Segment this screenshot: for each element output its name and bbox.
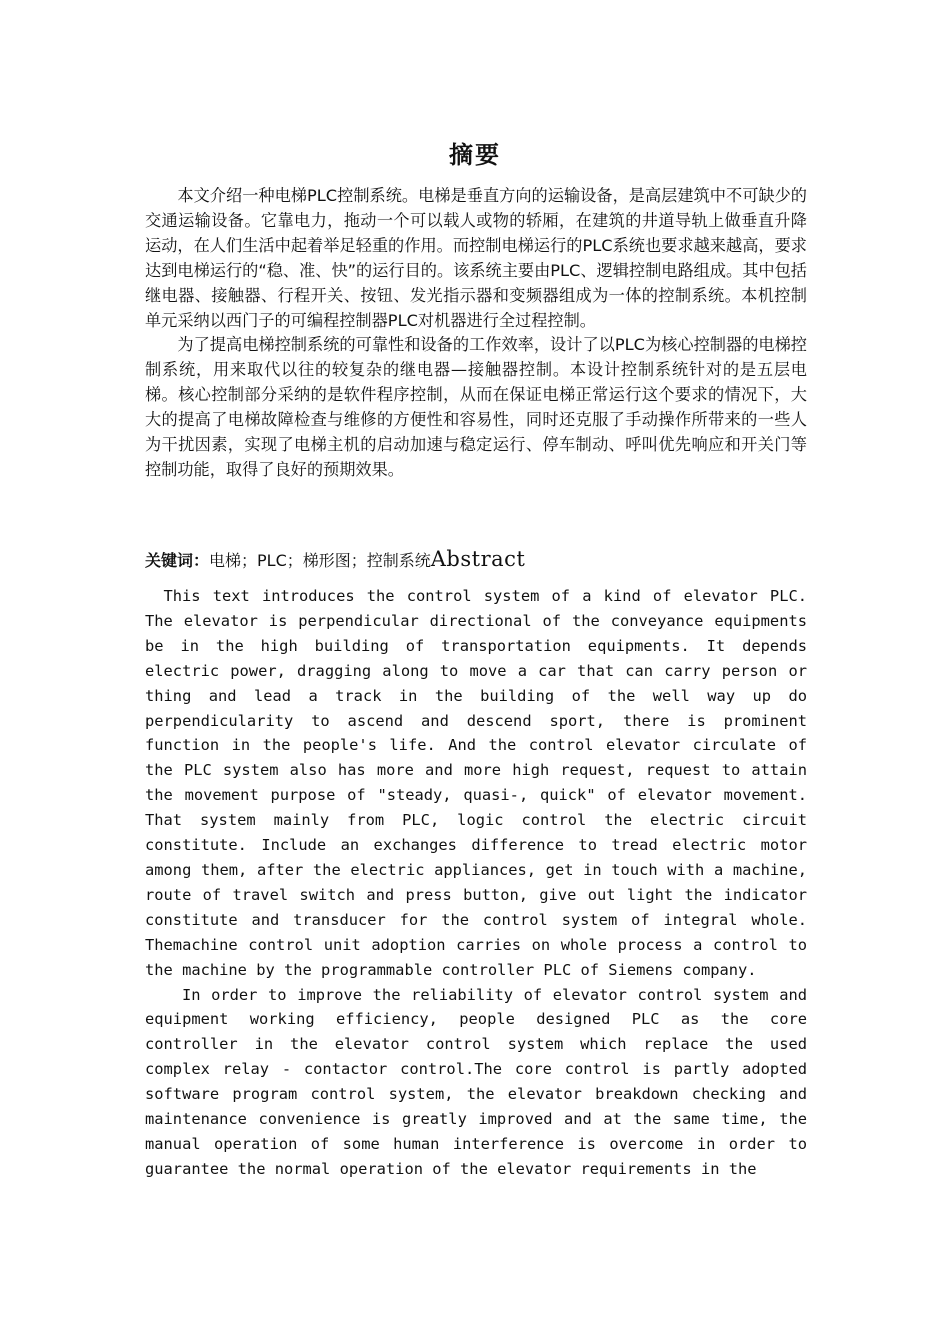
abstract-heading: Abstract — [430, 547, 526, 571]
chinese-abstract — [145, 184, 807, 483]
keywords-label: 关键词： — [145, 551, 210, 570]
page-title: 摘要 — [449, 141, 501, 169]
english-abstract — [145, 584, 807, 1182]
keywords-line — [145, 546, 825, 574]
chinese-paragraph-1: 本文介绍一种电梯PLC控制系统。电梯是垂直方向的运输设备，是高层建筑中不可缺少的交通运输设备。它靠电力，拖动一个可以载人或物的轿厢，在建筑的井道导轨上做垂直升降运动，在人们生活中起着举足轻重的作用。而控制电梯运行的PLC系统也要求越来越高，要求达到电梯运行的“稳、准、快”的运行目的。该系统主要由PLC、逻辑控制电路组成。其中包括继电器、接触器、行程开关、按钮、发光指示器和变频器组成为一体的控制系统。本机控制单元采纳以西门子的可编程控制器PLC对机器进行全过程控制。 — [145, 186, 807, 330]
english-paragraph-1: This text introduces the control system of a kind of elevator PLC. The elevator is perpendicular directional of the conveyance equipments be in the high building of transportation equipments. It depends electric power, dragging along to move a car that can carry person or thing and lead a track in the building of the well way up do perpendicularity to ascend and descend sport, there is prominent function in the people's life. And the control elevator circulate of the PLC system also has more and more high request, request to attain the movement purpose of "steady, quasi-, quick" of elevator movement. That system mainly from PLC, logic control the electric circuit constitute. Include an exchanges difference to tread electric motor among them, after the electric appliances, get in touch with a machine, route of travel switch and press button, give out light the indicator constitute and transducer for the control system of integral whole. Themachine control unit adoption carries on whole process a control to the machine by the programmable controller PLC of Siemens company. — [145, 587, 807, 979]
english-paragraph-2: In order to improve the reliability of elevator control system and equipment working efficiency, people designed PLC as the core controller in the elevator control system which replace the used complex relay - contactor control.The core control is partly adopted software program control system, the elevator breakdown checking and maintenance convenience is greatly improved and at the same time, the manual operation of some human interference is overcome in order to guarantee the normal operation of the elevator requirements in the — [145, 985, 807, 1178]
keywords-text: 电梯；PLC；梯形图；控制系统 — [209, 551, 431, 570]
chinese-paragraph-2: 为了提高电梯控制系统的可靠性和设备的工作效率，设计了以PLC为核心控制器的电梯控制系统，用来取代以往的较复杂的继电器—接触器控制。本设计控制系统针对的是五层电梯。核心控制部分采纳的是软件程序控制，从而在保证电梯正常运行这个要求的情况下，大大的提高了电梯故障检查与维修的方便性和容易性，同时还克服了手动操作所带来的一些人为干扰因素，实现了电梯主机的启动加速与稳定运行、停车制动、呼叫优先响应和开关门等控制功能，取得了良好的预期效果。 — [145, 335, 807, 479]
